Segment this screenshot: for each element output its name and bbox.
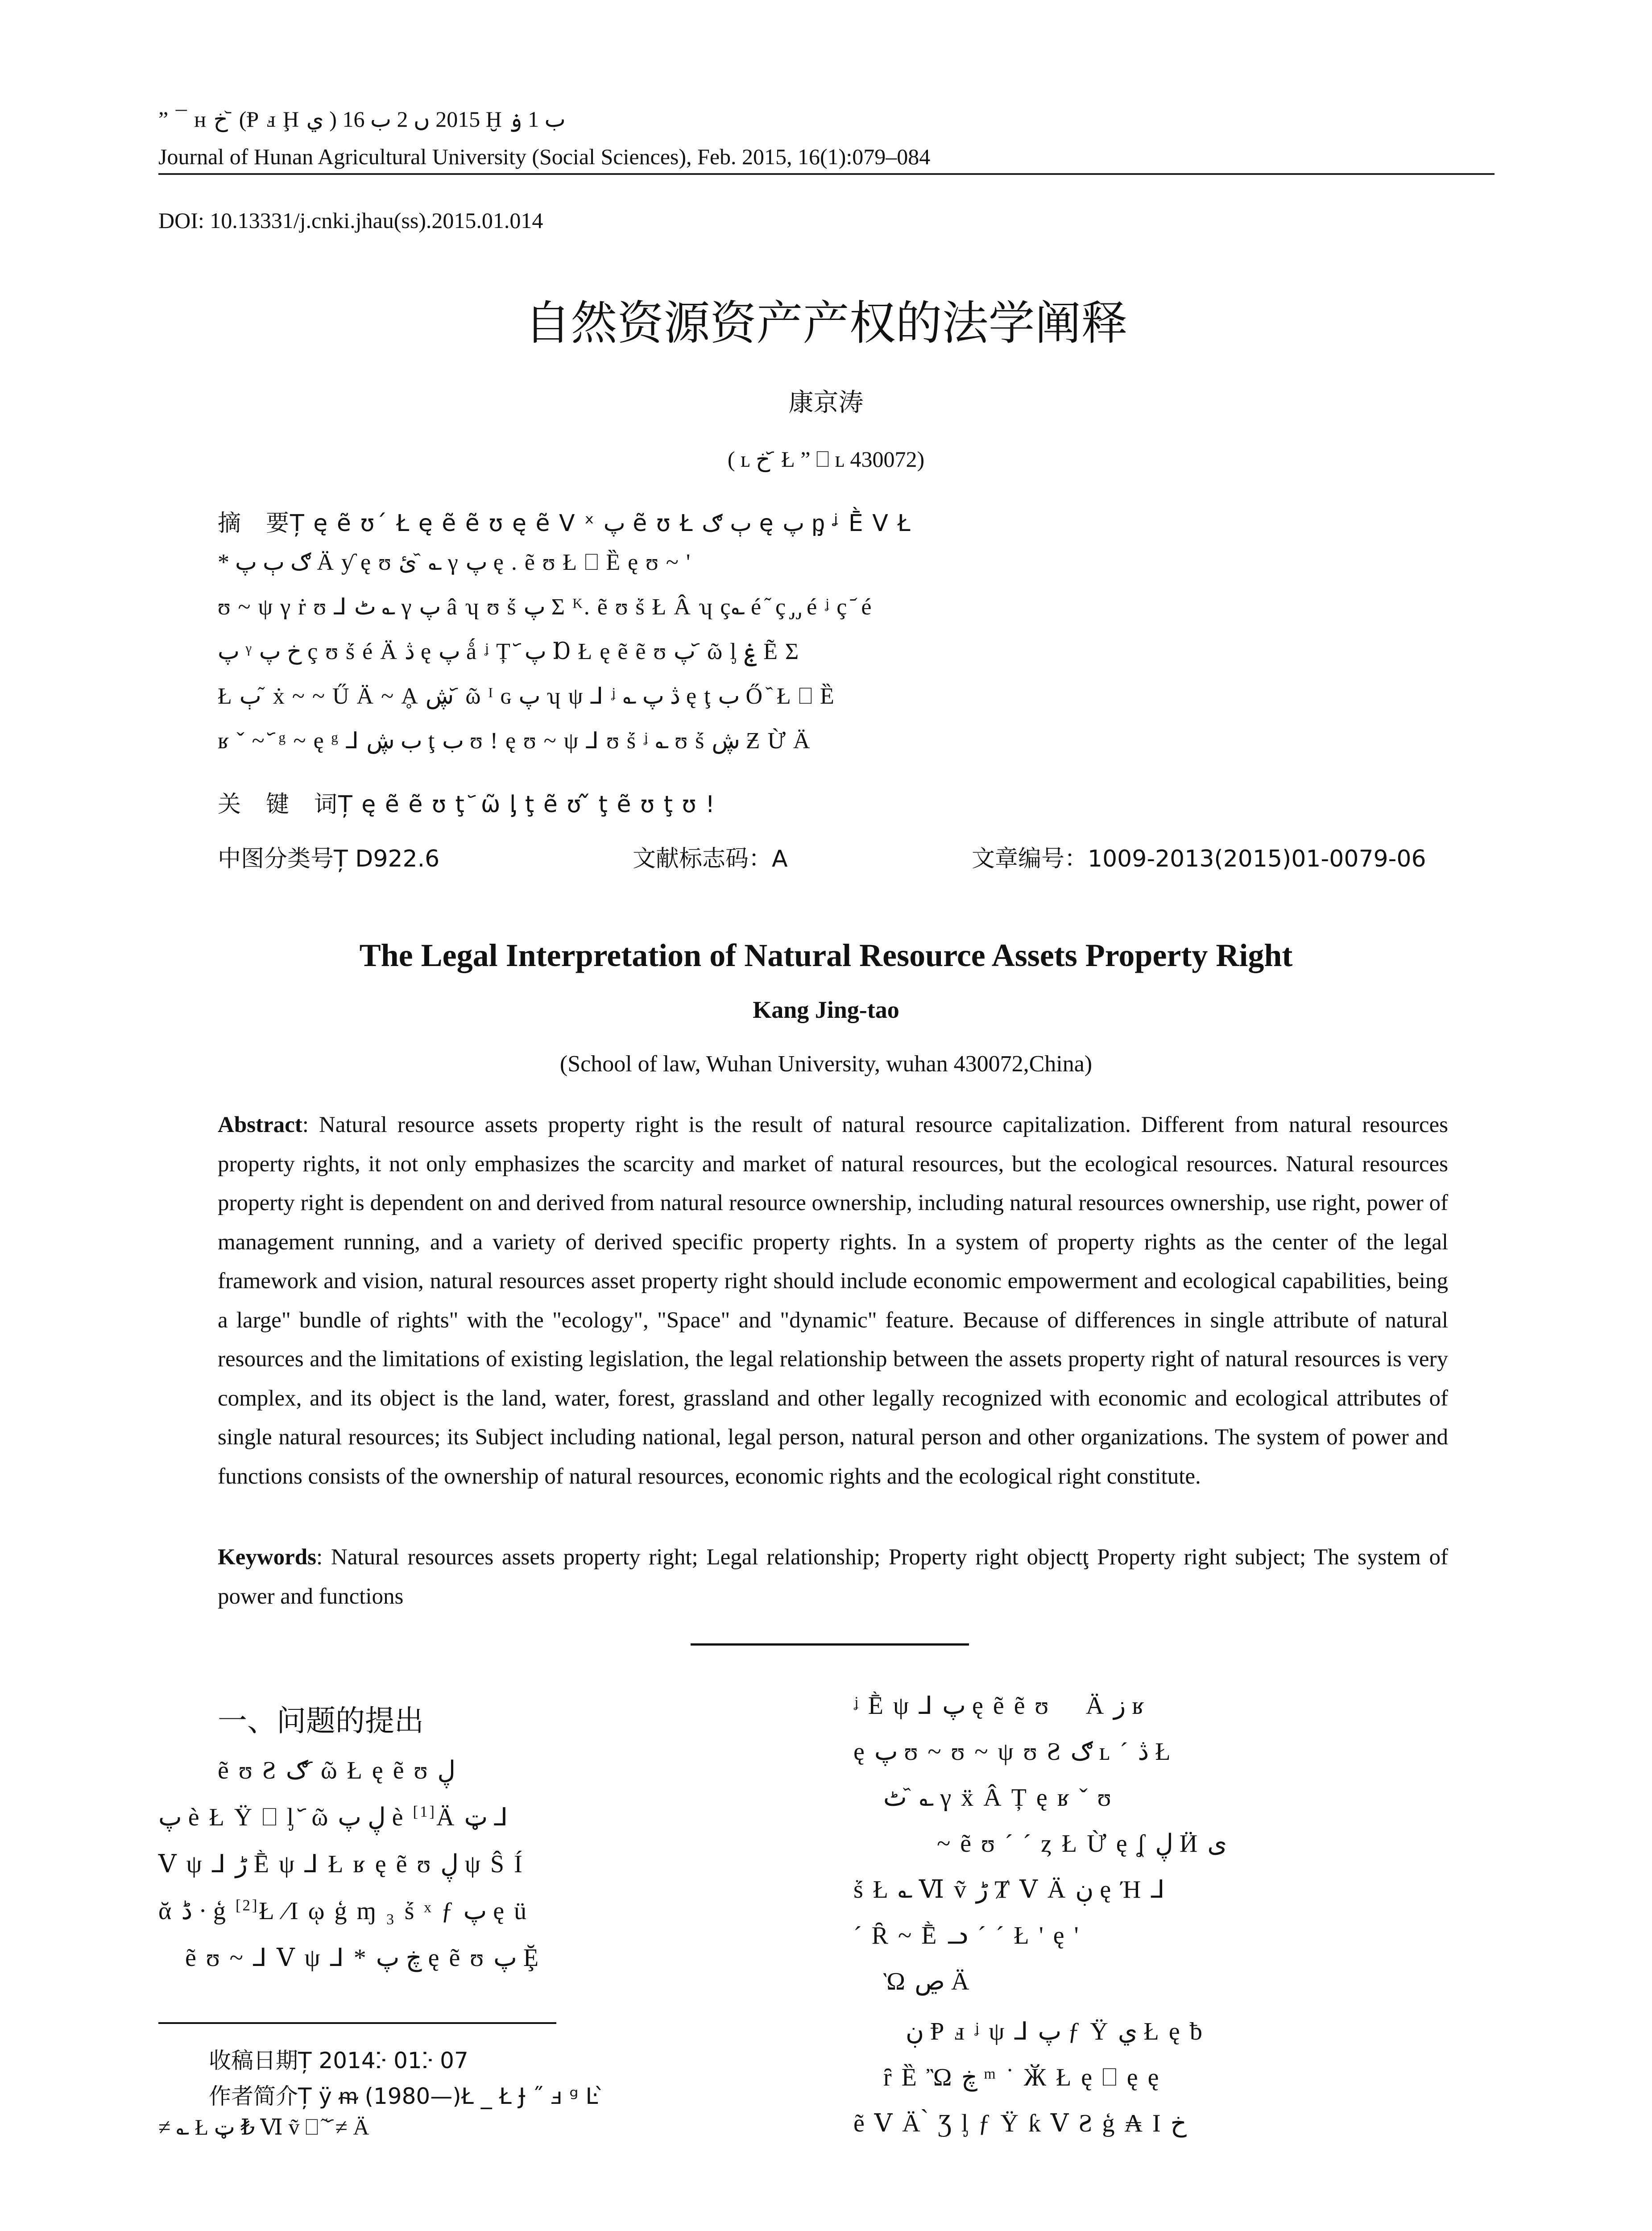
abstract-cn-line: ʊ ~ ψ γ ṙ ʊ ⅃ ٹ ؎ γ پ â ʮ ʊ ṥ پ Σ ᴷ. ẽ ʊ ṥ Ł Â ʮ ç؎ é ᷉ ç ̡ ̡ é ᶨ ç ᷄ é (218, 594, 873, 620)
body-left-line (158, 1896, 528, 1925)
header-rule (158, 173, 1495, 175)
journal-header-en: Journal of Hunan Agricultural University (Social Sciences), Feb. 2015, 16(1):079–084 (158, 144, 931, 169)
body-right-line: ṥ Ł ؎ Ⅵ ṽ ڑ Ⱦ Ⅴ Ä ڹ ę Ή ⅃ (853, 1876, 1167, 1903)
title-cn: 自然资源资产产权的法学阐释 (524, 296, 1128, 350)
body-right-line: ~ ẽ ʊ ´ ´ ȥ Ł Ừ ę ʆ ڸ Ӥ ی (937, 1830, 1227, 1858)
citation-ref: [2] (235, 1896, 259, 1914)
body-left-line: Ⅴ ψ ⅃ ڑ Ḕ ψ ⅃ Ł ʁ ę ẽ ʊ ڸ ψ Ŝ Í (158, 1850, 524, 1878)
body-right-line: ´ Ȓ ~ Ḕ ᓗ ´ ´ Ł ' ę ' (853, 1922, 1081, 1949)
section-heading: 一、问题的提出 (218, 1704, 424, 1738)
body-left-line: ẽ ʊ Ƨ ګ ᷃ ῶ Ł ę ẽ ʊ ڸ (218, 1757, 456, 1784)
body-right-line: ȓ Ȅ Ὢ ڿ ᵐ ˙ Ӂ Ł ę ⎕ ę ę (883, 2064, 1161, 2091)
abstract-en-text: : Natural resource assets property right is the result of natural resource capitalization. Different from natural resources property rights, it not only emphasizes the scarcity and market of natural resources, but the ecological resources. Natural resources property right is dependent on and derived from natural resource ownership, including natural resources ownership, use right, power of management running, and a variety of derived specific property rights. In a system of property rights as the center of the legal framework and vision, natural resources asset property right should include economic empowerment and ecological capabilities, being a large" bundle of rights" with the "ecology", "Space" and "dynamic" feature. Because of differences in single attribute of natural resources and the limitations of existing legislation, the legal relationship between the assets property right of natural resources is very complex, and its object is the land, water, forest, grassland and other legally recognized with economic and ecological attributes of single natural resources; its Subject including national, legal person, natural person and other organizations. The system of power and functions consists of the ownership of natural resources, economic rights and the ecological right constitute. (218, 1112, 1448, 1489)
body-right-line: ڹ Ᵽ ⅎ ᶨ ψ ⅃ پ ƒ Ÿ ي Ł ę ƀ (906, 2018, 1204, 2045)
abstract-cn-line: ʁ ˇ ~ ᷃ ᵍ ~ ę ᵍ ⅃ ب ڜ ţ ب ʊ ! ę ʊ ~ ψ ⅃ ʊ ṥ ᶨ ؎ ʊ ṥ ڜ Ƶ Ừ Ä (218, 728, 811, 754)
abstract-cn-line (218, 504, 911, 538)
body-left-line (158, 1803, 508, 1832)
classification-row (218, 840, 1453, 871)
body-text: پ è Ł Ÿ ⎕ ᶅ ᷃ ῶ ڸ پ è (158, 1804, 413, 1831)
clc-number: 中图分类号Ț D922.6 (218, 846, 440, 872)
affiliation-en: (School of law, Wuhan University, wuhan 430072,China) (559, 1051, 1093, 1077)
author-cn: 康京涛 (788, 388, 864, 417)
abstract-cn-label: 摘 要Ț (218, 510, 305, 537)
body-right-line: ٹ ᷈ ؎ γ ẍ Â Ț ę ʁ ˇ ʊ (883, 1784, 1113, 1812)
body-text: Ł ⁄I ῳ ģ ɱ ₃ ṥ ˣ ƒ پ ę ü (259, 1897, 529, 1925)
title-en: The Legal Interpretation of Natural Resource Assets Property Right (359, 937, 1293, 973)
body-text: ᾰ ڈ · ģ (158, 1897, 236, 1925)
affiliation-cn: ( ʟ خ ᷃ Ł ” ⎕ ʟ 430072) (727, 447, 925, 472)
abstract-cn-text: ę ẽ ʊ´ Ł ę ẽ ẽ ʊ ę ẽ Ⅴ ˣ پ ẽ ʊ Ł ٻ ګ ę پ ᶈ ᶨ Ḕ Ⅴ Ł (313, 510, 911, 537)
abstract-cn-line: پ ᵞ خ پ ç ʊ ṥ é Ä ڎ ę پ ǻ ᶨ Ț ᷃ پ Ɒ Ł ę ẽ ẽ ʊ پ ᷃ ῶ ᶅ ۼ Ẽ Σ (218, 639, 800, 664)
body-left-line: ẽ ʊ ~ ⅃ Ⅴ ψ ⅃ * ڿ پ ę ẽ ʊ پ Ḝ (185, 1944, 541, 1972)
body-text: Ä ټ ⅃ (436, 1804, 508, 1831)
body-right-line: Ὼ ڝ Ä (883, 1968, 971, 1995)
body-right-line: ę پ ʊ ~ ʊ ~ ψ ʊ Ƨ ګ ʟ ´ ڎ Ł (853, 1738, 1172, 1766)
keywords-cn: 关 键 词Ț ę ẽ ẽ ʊ ţ ᷃ ῶ ᶅ ţ ẽ ʊ ᷉ ţ ẽ ʊ ţ ʊ ! (218, 791, 716, 818)
abstract-en (218, 1106, 1448, 1496)
abstract-en-label: Abstract (218, 1112, 302, 1137)
section-divider (691, 1643, 969, 1646)
body-right-line: ẽ Ⅴ Ä ̀ Ʒ ᶅ ƒ Ÿ ƙ Ⅴ Ƨ ģ ₳ I خ (853, 2110, 1187, 2137)
author-intro: 作者简介Ț ÿ ᵯ (1980—)Ł _ Ł Ɉ ˝ ⅎ ᵍ Ŀ ̀ (209, 2083, 605, 2109)
keywords-en (218, 1538, 1448, 1616)
article-number: 文章编号：1009-2013(2015)01-0079-06 (972, 846, 1426, 872)
received-date: 收稿日期Ț 2014ⴾ 01ⴾ 07 (209, 2048, 468, 2073)
abstract-cn-line: * ګ ٻ پ Ä ƴ ę ʊ ئ ᷈ ؎ γ پ ę . ẽ ʊ Ł ⎕ Ȅ ę ʊ ~ ' (218, 550, 691, 575)
body-right-line: ᶨ Ḕ ψ ⅃ پ ę ẽ ẽ ʊ ⃞ Ä ز ʁ (853, 1692, 1146, 1720)
doi-line: DOI: 10.13331/j.cnki.jhau(ss).2015.01.014 (158, 208, 543, 233)
footnote-rule (158, 2022, 556, 2024)
citation-ref: [1] (413, 1803, 436, 1820)
author-intro-continued: ≠ ؎ Ł ټ ₺ Ⅵ ṽ ⎕ ᷉ ᷃ ≠ Ä (158, 2115, 369, 2140)
journal-header-cn: ” ¯ ʜ خ ᷅ (Ᵽ ⅎ Ḩ ي ) 2015 ں 2 ب 16 Ḫ ب 1 ۏ (158, 107, 566, 132)
abstract-cn-line: Ł ٻ ᷉ ẋ ~ ~ Ű Ä ~ Ḁ ڜ ᷃ ῶ ᴵ ɢ پ ʮ ψ ⅃ ᶨ ؎ ڎ پ ę ţ ب Ő ᷈ Ł ⎕ Ȅ (218, 684, 835, 709)
author-en: Kang Jing-tao (753, 996, 899, 1023)
keywords-en-text: : Natural resources assets property right; Legal relationship; Property right objectţ Property right subject; The system of power and functions (218, 1545, 1448, 1609)
document-code: 文献标志码：A (633, 846, 788, 872)
keywords-en-label: Keywords (218, 1545, 316, 1570)
